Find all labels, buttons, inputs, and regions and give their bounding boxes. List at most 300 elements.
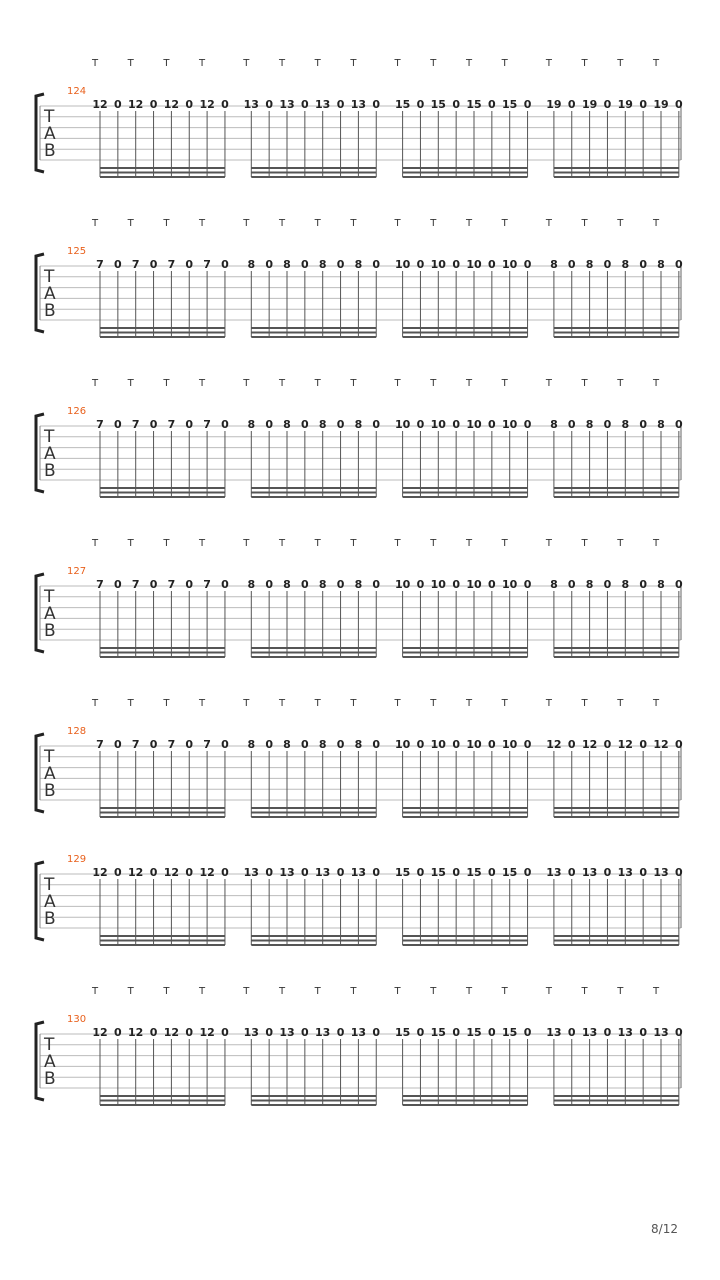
tap-mark: T: [278, 58, 286, 69]
fret-number: 7: [131, 418, 140, 431]
tap-mark: T: [430, 218, 437, 229]
fret-number: 19: [546, 98, 562, 111]
tap-mark: T: [199, 378, 206, 389]
tap-mark: T: [91, 378, 99, 389]
fret-number: 0: [675, 98, 683, 111]
tap-mark: T: [652, 986, 660, 997]
tab-clef-letter: T: [44, 107, 55, 127]
fret-number: 0: [452, 578, 460, 591]
fret-number: 0: [336, 418, 345, 431]
fret-number: 10: [502, 418, 518, 431]
fret-number: 0: [265, 866, 273, 879]
tap-mark: T: [314, 218, 321, 229]
fret-number: 0: [488, 1026, 496, 1039]
fret-number: 0: [265, 738, 273, 751]
tap-mark: T: [652, 58, 660, 69]
fret-number: 0: [452, 418, 460, 431]
tap-mark: T: [545, 58, 552, 69]
tap-mark: T: [314, 698, 321, 709]
tap-mark: T: [581, 538, 588, 549]
tap-mark: T: [581, 698, 588, 709]
tap-mark: T: [394, 58, 401, 69]
fret-number: 0: [301, 578, 309, 591]
tap-mark: T: [465, 986, 473, 997]
fret-number: 0: [301, 418, 309, 431]
tap-mark: T: [314, 538, 321, 549]
tap-mark: T: [243, 378, 250, 389]
fret-number: 0: [523, 1026, 532, 1039]
tap-mark: T: [430, 986, 437, 997]
fret-number: 10: [502, 258, 518, 271]
fret-number: 0: [488, 98, 496, 111]
tab-clef-letter: T: [44, 875, 55, 895]
fret-number: 13: [315, 1026, 331, 1039]
fret-number: 0: [149, 738, 158, 751]
fret-number: 0: [265, 98, 273, 111]
tap-mark: T: [581, 58, 588, 69]
fret-number: 0: [603, 866, 612, 879]
fret-number: 0: [488, 418, 496, 431]
fret-number: 8: [354, 578, 363, 591]
fret-number: 15: [502, 866, 518, 879]
fret-number: 0: [114, 578, 122, 591]
fret-number: 0: [452, 98, 460, 111]
fret-number: 0: [416, 738, 425, 751]
measure-number: 127: [67, 566, 87, 577]
fret-number: 8: [657, 418, 665, 431]
fret-number: 0: [523, 418, 532, 431]
tap-mark: T: [465, 538, 473, 549]
tab-clef-letter: A: [44, 892, 56, 912]
fret-number: 0: [114, 738, 122, 751]
fret-number: 10: [466, 258, 482, 271]
fret-number: 0: [567, 578, 576, 591]
fret-number: 12: [199, 1026, 215, 1039]
fret-number: 12: [199, 866, 215, 879]
fret-number: 19: [581, 98, 598, 111]
measure-number: 130: [67, 1014, 87, 1025]
fret-number: 0: [265, 418, 273, 431]
fret-number: 8: [550, 578, 558, 591]
tap-mark: T: [163, 218, 170, 229]
fret-number: 7: [203, 258, 211, 271]
fret-number: 10: [394, 258, 411, 271]
fret-number: 0: [603, 578, 612, 591]
fret-number: 13: [243, 98, 259, 111]
tap-mark: T: [350, 538, 357, 549]
fret-number: 13: [350, 866, 367, 879]
fret-number: 0: [639, 1026, 647, 1039]
tab-clef-letter: T: [44, 427, 55, 447]
fret-number: 8: [354, 258, 363, 271]
fret-number: 0: [675, 418, 683, 431]
fret-number: 0: [452, 258, 460, 271]
tap-mark: T: [91, 986, 99, 997]
fret-number: 15: [394, 98, 411, 111]
tab-clef-letter: B: [44, 621, 56, 641]
fret-number: 15: [430, 866, 446, 879]
tap-mark: T: [617, 986, 624, 997]
tap-mark: T: [501, 378, 508, 389]
fret-number: 0: [452, 1026, 460, 1039]
tap-mark: T: [581, 378, 588, 389]
fret-number: 8: [657, 578, 665, 591]
fret-number: 12: [92, 98, 108, 111]
fret-number: 0: [221, 738, 229, 751]
fret-number: 8: [283, 578, 291, 591]
fret-number: 0: [488, 578, 496, 591]
fret-number: 0: [639, 98, 647, 111]
tap-mark: T: [243, 218, 250, 229]
fret-number: 8: [283, 418, 291, 431]
tab-clef-letter: A: [44, 124, 56, 144]
fret-number: 15: [466, 866, 482, 879]
fret-number: 10: [466, 418, 482, 431]
fret-number: 0: [567, 98, 576, 111]
tap-mark: T: [545, 538, 552, 549]
fret-number: 13: [617, 1026, 633, 1039]
tap-mark: T: [243, 538, 250, 549]
tap-mark: T: [91, 218, 99, 229]
tap-mark: T: [545, 218, 552, 229]
fret-number: 0: [149, 1026, 158, 1039]
fret-number: 0: [523, 258, 532, 271]
fret-number: 8: [283, 738, 291, 751]
tap-mark: T: [465, 378, 473, 389]
fret-number: 0: [149, 98, 158, 111]
fret-number: 0: [567, 258, 576, 271]
fret-number: 0: [603, 258, 612, 271]
fret-number: 0: [149, 418, 158, 431]
tap-mark: T: [617, 218, 624, 229]
fret-number: 8: [247, 738, 256, 751]
fret-number: 0: [149, 578, 158, 591]
fret-number: 0: [301, 866, 309, 879]
tap-mark: T: [545, 986, 552, 997]
tap-mark: T: [314, 986, 321, 997]
fret-number: 0: [336, 98, 345, 111]
fret-number: 8: [247, 578, 256, 591]
fret-number: 8: [550, 258, 558, 271]
tap-mark: T: [501, 538, 508, 549]
fret-number: 0: [523, 866, 532, 879]
fret-number: 10: [466, 738, 482, 751]
tap-mark: T: [278, 986, 286, 997]
fret-number: 19: [617, 98, 633, 111]
fret-number: 8: [585, 418, 594, 431]
tap-mark: T: [163, 698, 170, 709]
fret-number: 0: [185, 258, 194, 271]
fret-number: 13: [350, 1026, 367, 1039]
fret-number: 15: [466, 98, 482, 111]
fret-number: 8: [354, 418, 363, 431]
tap-mark: T: [243, 698, 250, 709]
fret-number: 0: [185, 866, 194, 879]
fret-number: 12: [163, 1026, 180, 1039]
fret-number: 7: [96, 738, 104, 751]
fret-number: 13: [315, 866, 331, 879]
fret-number: 12: [92, 1026, 108, 1039]
fret-number: 0: [114, 1026, 122, 1039]
fret-number: 0: [185, 738, 194, 751]
fret-number: 10: [430, 258, 446, 271]
fret-number: 0: [452, 866, 460, 879]
fret-number: 0: [372, 738, 381, 751]
tab-clef-letter: B: [44, 461, 56, 481]
fret-number: 0: [185, 98, 194, 111]
fret-number: 8: [318, 418, 327, 431]
tap-mark: T: [127, 378, 134, 389]
tap-mark: T: [501, 698, 508, 709]
tab-clef-letter: T: [44, 267, 55, 287]
tap-mark: T: [243, 986, 250, 997]
fret-number: 0: [488, 866, 496, 879]
tap-mark: T: [617, 538, 624, 549]
fret-number: 0: [221, 258, 229, 271]
tap-mark: T: [652, 698, 660, 709]
fret-number: 0: [675, 578, 683, 591]
fret-number: 7: [203, 738, 211, 751]
tap-mark: T: [652, 538, 660, 549]
fret-number: 0: [221, 1026, 229, 1039]
fret-number: 10: [394, 738, 411, 751]
fret-number: 0: [221, 578, 229, 591]
tap-mark: T: [127, 538, 134, 549]
fret-number: 0: [221, 866, 229, 879]
fret-number: 8: [318, 258, 327, 271]
tap-mark: T: [199, 58, 206, 69]
tap-mark: T: [652, 378, 660, 389]
fret-number: 0: [301, 258, 309, 271]
fret-number: 7: [96, 258, 104, 271]
fret-number: 13: [546, 866, 562, 879]
fret-number: 10: [502, 578, 518, 591]
tap-mark: T: [127, 58, 134, 69]
fret-number: 15: [394, 866, 411, 879]
fret-number: 0: [149, 258, 158, 271]
tap-mark: T: [350, 698, 357, 709]
fret-number: 0: [265, 258, 273, 271]
tap-mark: T: [501, 58, 508, 69]
tap-mark: T: [617, 698, 624, 709]
fret-number: 7: [131, 738, 140, 751]
fret-number: 12: [163, 866, 180, 879]
tap-mark: T: [350, 58, 357, 69]
fret-number: 10: [502, 738, 518, 751]
fret-number: 0: [221, 98, 229, 111]
fret-number: 8: [585, 258, 594, 271]
fret-number: 0: [372, 578, 381, 591]
fret-number: 0: [336, 1026, 345, 1039]
fret-number: 0: [185, 418, 194, 431]
tap-mark: T: [314, 58, 321, 69]
fret-number: 0: [639, 866, 647, 879]
fret-number: 7: [203, 578, 211, 591]
fret-number: 0: [114, 258, 122, 271]
fret-number: 13: [279, 1026, 295, 1039]
fret-number: 0: [675, 1026, 683, 1039]
fret-number: 0: [675, 258, 683, 271]
fret-number: 15: [394, 1026, 411, 1039]
tap-mark: T: [199, 218, 206, 229]
tap-mark: T: [350, 986, 357, 997]
tap-mark: T: [127, 986, 134, 997]
fret-number: 8: [621, 258, 630, 271]
fret-number: 8: [550, 418, 558, 431]
fret-number: 0: [523, 578, 532, 591]
fret-number: 13: [279, 866, 295, 879]
fret-number: 0: [372, 98, 381, 111]
fret-number: 7: [167, 738, 176, 751]
tap-mark: T: [545, 698, 552, 709]
tab-clef-letter: T: [44, 587, 55, 607]
tap-mark: T: [581, 218, 588, 229]
fret-number: 0: [416, 258, 425, 271]
fret-number: 0: [675, 738, 683, 751]
fret-number: 8: [247, 418, 256, 431]
fret-number: 0: [114, 98, 122, 111]
tab-clef-letter: B: [44, 1069, 56, 1089]
fret-number: 15: [430, 98, 446, 111]
fret-number: 12: [546, 738, 562, 751]
fret-number: 0: [336, 258, 345, 271]
fret-number: 0: [639, 258, 647, 271]
fret-number: 0: [185, 578, 194, 591]
tap-mark: T: [394, 218, 401, 229]
fret-number: 15: [502, 98, 518, 111]
fret-number: 0: [416, 98, 425, 111]
fret-number: 8: [657, 258, 665, 271]
fret-number: 0: [301, 1026, 309, 1039]
fret-number: 13: [617, 866, 633, 879]
tap-mark: T: [350, 378, 357, 389]
tab-clef-letter: B: [44, 301, 56, 321]
tap-mark: T: [501, 986, 508, 997]
fret-number: 7: [131, 578, 140, 591]
fret-number: 0: [372, 866, 381, 879]
fret-number: 0: [523, 98, 532, 111]
tap-mark: T: [91, 58, 99, 69]
fret-number: 0: [567, 738, 576, 751]
tap-mark: T: [465, 698, 473, 709]
fret-number: 0: [221, 418, 229, 431]
fret-number: 12: [163, 98, 180, 111]
tap-mark: T: [545, 378, 552, 389]
fret-number: 0: [301, 738, 309, 751]
fret-number: 0: [416, 866, 425, 879]
fret-number: 13: [653, 1026, 669, 1039]
fret-number: 8: [318, 738, 327, 751]
tap-mark: T: [465, 218, 473, 229]
tap-mark: T: [430, 698, 437, 709]
tap-mark: T: [394, 698, 401, 709]
measure-number: 124: [67, 86, 87, 97]
tap-mark: T: [465, 58, 473, 69]
fret-number: 12: [653, 738, 669, 751]
tap-mark: T: [91, 698, 99, 709]
tap-mark: T: [163, 58, 170, 69]
tap-mark: T: [199, 698, 206, 709]
tap-mark: T: [278, 698, 286, 709]
fret-number: 7: [203, 418, 211, 431]
fret-number: 7: [167, 258, 176, 271]
fret-number: 0: [185, 1026, 194, 1039]
tap-mark: T: [652, 218, 660, 229]
fret-number: 0: [265, 1026, 273, 1039]
fret-number: 0: [452, 738, 460, 751]
tap-mark: T: [314, 378, 321, 389]
fret-number: 0: [265, 578, 273, 591]
fret-number: 8: [354, 738, 363, 751]
fret-number: 0: [675, 866, 683, 879]
tap-mark: T: [501, 218, 508, 229]
fret-number: 10: [394, 418, 411, 431]
tap-mark: T: [127, 218, 134, 229]
fret-number: 13: [279, 98, 295, 111]
measure-number: 128: [67, 726, 87, 737]
fret-number: 0: [416, 1026, 425, 1039]
tab-clef-letter: A: [44, 444, 56, 464]
fret-number: 13: [350, 98, 367, 111]
fret-number: 15: [502, 1026, 518, 1039]
measure-number: 126: [67, 406, 87, 417]
fret-number: 13: [581, 866, 598, 879]
fret-number: 0: [639, 418, 647, 431]
tap-mark: T: [430, 538, 437, 549]
tap-mark: T: [163, 538, 170, 549]
fret-number: 13: [243, 866, 259, 879]
fret-number: 13: [243, 1026, 259, 1039]
fret-number: 0: [416, 418, 425, 431]
fret-number: 0: [149, 866, 158, 879]
tap-mark: T: [243, 58, 250, 69]
fret-number: 0: [336, 866, 345, 879]
fret-number: 0: [603, 738, 612, 751]
tap-mark: T: [127, 698, 134, 709]
fret-number: 0: [372, 258, 381, 271]
fret-number: 0: [567, 1026, 576, 1039]
fret-number: 12: [128, 1026, 144, 1039]
fret-number: 8: [585, 578, 594, 591]
tap-mark: T: [394, 986, 401, 997]
fret-number: 0: [336, 738, 345, 751]
tap-mark: T: [394, 378, 401, 389]
tap-mark: T: [163, 986, 170, 997]
tab-clef-letter: A: [44, 284, 56, 304]
fret-number: 0: [488, 738, 496, 751]
fret-number: 12: [581, 738, 598, 751]
fret-number: 7: [167, 418, 176, 431]
tab-clef-letter: T: [44, 1035, 55, 1055]
fret-number: 8: [621, 578, 630, 591]
tap-mark: T: [350, 218, 357, 229]
tab-clef-letter: A: [44, 1052, 56, 1072]
fret-number: 10: [394, 578, 411, 591]
tap-mark: T: [430, 378, 437, 389]
fret-number: 0: [567, 866, 576, 879]
tap-mark: T: [581, 986, 588, 997]
fret-number: 7: [167, 578, 176, 591]
fret-number: 10: [430, 578, 446, 591]
fret-number: 12: [617, 738, 633, 751]
fret-number: 12: [128, 866, 144, 879]
tap-mark: T: [617, 58, 624, 69]
fret-number: 13: [653, 866, 669, 879]
measure-number: 129: [67, 854, 87, 865]
fret-number: 0: [603, 98, 612, 111]
fret-number: 7: [96, 418, 104, 431]
tap-mark: T: [394, 538, 401, 549]
